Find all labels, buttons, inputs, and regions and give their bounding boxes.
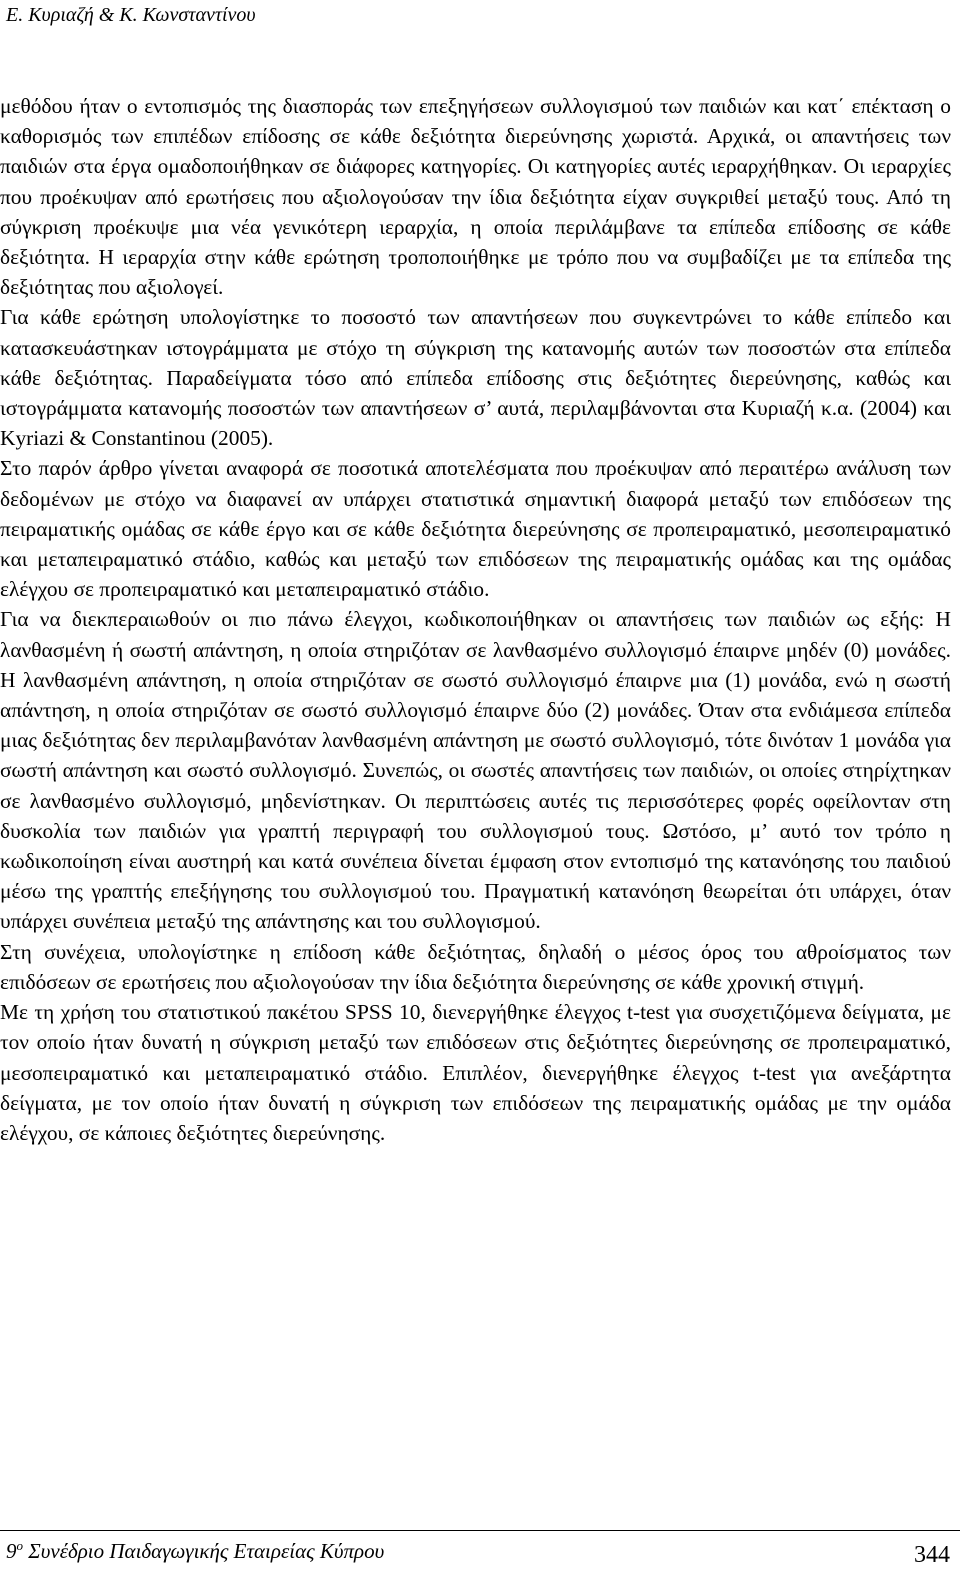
footer-conference: [6, 1536, 384, 1566]
paragraph-6: Με τη χρήση του στατιστικού πακέτου SPSS 10, διενεργήθηκε έλεγχος t-test για συσχετιζόμενα δείγματα, με τον οποίο ήταν δυνατή η σύγκριση μεταξύ των επιδόσεων στις δεξιότητες διερεύνησης σε προπειραματικό, μεσοπειραματικό και μεταπειραματικό στάδιο. Επιπλέον, διενεργήθηκε έλεγχος t-test για ανεξάρτητα δείγματα, με τον οποίο ήταν δυνατή η σύγκριση των επιδόσεων της πειραματικής ομάδας με την ομάδα ελέγχου, σε κάποιες δεξιότητες διερεύνησης.: [0, 1000, 951, 1145]
paragraph-1: μεθόδου ήταν ο εντοπισμός της διασποράς των επεξηγήσεων συλλογισμού των παιδιών και κατ΄ επέκταση ο καθορισμός των επιπέδων επίδοσης σε κάθε δεξιότητα διερεύνησης χωριστά. Αρχικά, οι απαντήσεις των παιδιών στα έργα ομαδοποιήθηκαν σε διάφορες κατηγορίες. Οι κατηγορίες αυτές ιεραρχήθηκαν. Οι ιεραρχίες που προέκυψαν από ερωτήσεις που αξιολογούσαν την ίδια δεξιότητα είχαν συγκριθεί μεταξύ τους. Από τη σύγκριση προέκυψε μια νέα γενικότερη ιεραρχία, η οποία περιλάμβανε τα επίπεδα επίδοσης σε κάθε δεξιότητα. Η ιεραρχία στην κάθε ερώτηση τροποποιήθηκε με τρόπο που να συμβαδίζει με τα επίπεδα της δεξιότητας που αξιολογεί.: [0, 94, 951, 300]
conference-ordinal: 9: [6, 1539, 17, 1563]
ordinal-suffix: ο: [16, 1538, 23, 1553]
running-header: Ε. Κυριαζή & Κ. Κωνσταντίνου: [6, 4, 256, 26]
paragraph-2: Για κάθε ερώτηση υπολογίστηκε το ποσοστό των απαντήσεων που συγκεντρώνει το κάθε επίπεδο και κατασκευάστηκαν ιστογράμματα με στόχο τη σύγκριση της κατανομής αυτών των ποσοστών στα επίπεδα κάθε δεξιότητας. Παραδείγματα τόσο από επίπεδα επίδοσης στις δεξιότητες διερεύνησης, καθώς και ιστογράμματα κατανομής ποσοστών των απαντήσεων σ’ αυτά, περιλαμβάνονται στα Κυριαζή κ.α. (2004) και Kyriazi & Constantinou (2005).: [0, 305, 951, 451]
body-text: [0, 91, 951, 1148]
conference-name: Συνέδριο Παιδαγωγικής Εταιρείας Κύπρου: [23, 1539, 385, 1563]
footer-divider: [0, 1530, 960, 1531]
paragraph-4: Για να διεκπεραιωθούν οι πιο πάνω έλεγχοι, κωδικοποιήθηκαν οι απαντήσεις των παιδιών ως εξής: Η λανθασμένη ή σωστή απάντηση, η οποία στηριζόταν σε λανθασμένο συλλογισμό έπαιρνε μηδέν (0) μονάδες. Η λανθασμένη απάντηση, η οποία στηριζόταν σε σωστό συλλογισμό έπαιρνε μια (1) μονάδα, ενώ η σωστή απάντηση, η οποία στηριζόταν σε σωστό συλλογισμό έπαιρνε δύο (2) μονάδες. Όταν στα ενδιάμεσα επίπεδα μιας δεξιότητας δεν περιλαμβανόταν λανθασμένη απάντηση με σωστό συλλογισμό, τότε δινόταν 1 μονάδα για σωστή απάντηση και σωστό συλλογισμό. Συνεπώς, οι σωστές απαντήσεις των παιδιών, οι οποίες στηρίχτηκαν σε λανθασμένο συλλογισμό, μηδενίστηκαν. Οι περιπτώσεις αυτές τις περισσότερες φορές οφείλονταν στη δυσκολία των παιδιών για γραπτή περιγραφή του συλλογισμού τους. Ωστόσο, μ’ αυτό τον τρόπο η κωδικοποίηση είναι αυστηρή και κατά συνέπεια δίνεται έμφαση στον εντοπισμό της κατανόησης του παιδιού μέσω της γραπτής επεξήγησης του συλλογισμού του. Πραγματική κατανόηση θεωρείται ότι υπάρχει, όταν υπάρχει συνέπεια μεταξύ της απάντησης και του συλλογισμού.: [0, 607, 951, 934]
paragraph-3: Στο παρόν άρθρο γίνεται αναφορά σε ποσοτικά αποτελέσματα που προέκυψαν από περαιτέρω ανάλυση των δεδομένων με στόχο να διαφανεί αν υπάρχει στατιστικά σημαντική διαφορά μεταξύ των επιδόσεων της πειραματικής ομάδας σε κάθε έργο και σε κάθε δεξιότητα διερεύνησης σε προπειραματικό, μεσοπειραματικό και μεταπειραματικό στάδιο, καθώς και μεταξύ των επιδόσεων της πειραματικής ομάδας και της ομάδας ελέγχου σε προπειραματικό και μεταπειραματικό στάδιο.: [0, 456, 951, 602]
page-number: 344: [914, 1542, 950, 1568]
paragraph-5: Στη συνέχεια, υπολογίστηκε η επίδοση κάθε δεξιότητας, δηλαδή ο μέσος όρος του αθροίσματος των επιδόσεων σε ερωτήσεις που αξιολογούσαν την ίδια δεξιότητα διερεύνησης σε κάθε χρονική στιγμή.: [0, 939, 951, 994]
